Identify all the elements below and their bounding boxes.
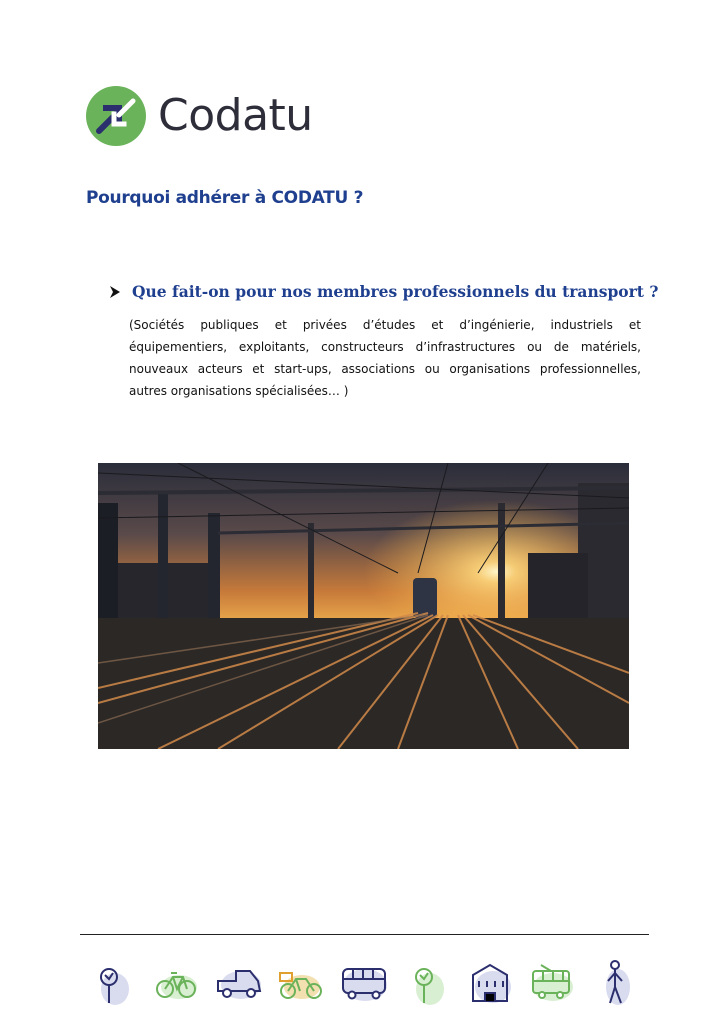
section-heading xyxy=(108,282,658,301)
tree-icon xyxy=(402,959,452,1007)
footer-divider xyxy=(80,934,649,935)
section-question: Que fait-on pour nos membres professionnels du transport ? xyxy=(132,282,659,301)
tram-icon xyxy=(527,959,577,1007)
brand-name: Codatu xyxy=(158,90,313,141)
member-types-paragraph: (Sociétés publiques et privées d’études et d’ingénierie, industriels et équipementiers, exploitants, constructeurs d’infrastructures ou de matériels, nouveaux acteurs et start-ups, associations ou organisations professionnelles, autres organisations spécialisées… ) xyxy=(129,318,641,398)
bicycle-icon xyxy=(151,959,201,1007)
cargo-bike-icon xyxy=(276,959,326,1007)
footer-icon-row xyxy=(88,958,640,1008)
codatu-logo xyxy=(86,86,313,146)
arrow-bullet-icon xyxy=(108,285,122,299)
bus-icon xyxy=(339,959,389,1007)
building-icon xyxy=(465,959,515,1007)
page-title: Pourquoi adhérer à CODATU ? xyxy=(86,188,364,208)
codatu-logo-icon xyxy=(86,86,146,146)
tree-icon xyxy=(88,959,138,1007)
pickup-truck-icon xyxy=(214,959,264,1007)
railway-sunset-photo xyxy=(98,463,629,749)
pedestrian-icon xyxy=(590,959,640,1007)
